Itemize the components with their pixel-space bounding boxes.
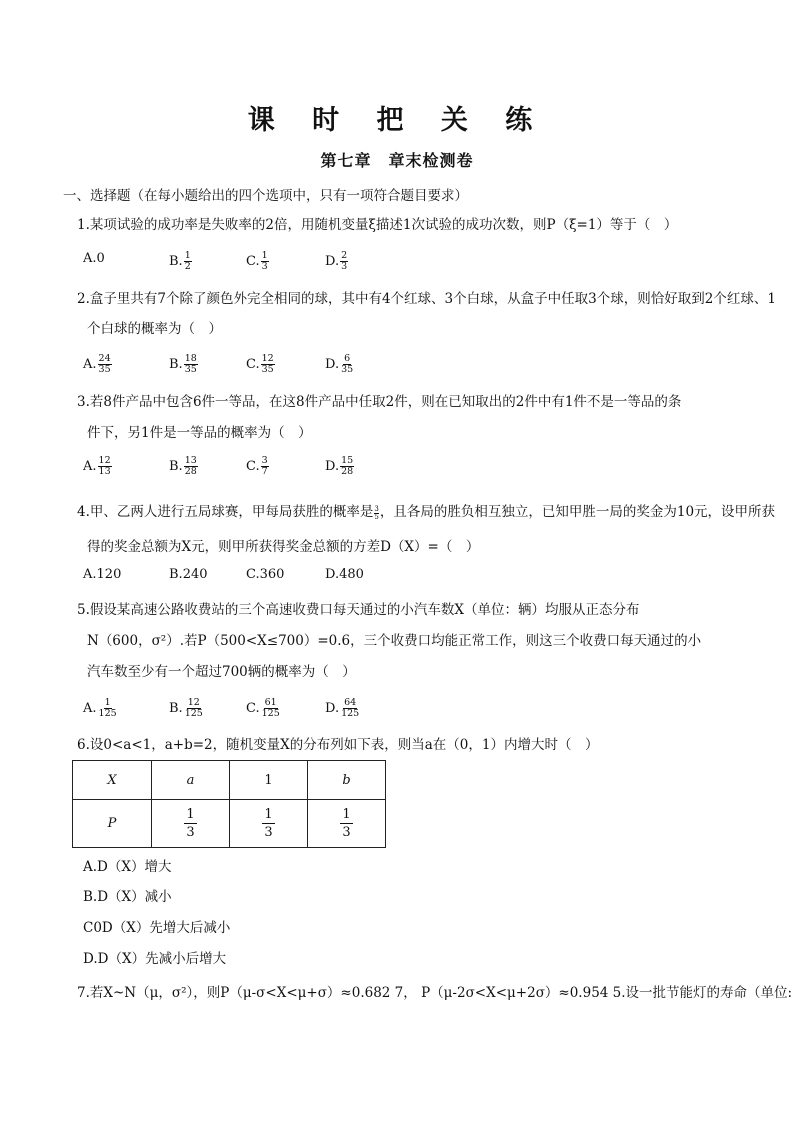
fraction — [184, 456, 198, 477]
fraction — [184, 251, 192, 272]
option-value: 480 — [339, 567, 364, 582]
question-4-line-2: 得的奖金总额为X元，则甲所获得奖金总额的方差D（X）=（ ） — [87, 539, 480, 555]
table-cell — [308, 800, 386, 848]
fraction — [98, 354, 112, 375]
denominator: 3 — [342, 825, 351, 840]
cell-text: X — [107, 772, 117, 788]
denominator: 125 — [261, 708, 280, 719]
numerator: 1 — [342, 807, 351, 822]
question-5-line-2: N（600，σ²）.若P（500<X≤700）=0.6，三个收费口均能正常工作，则这三个收费口每天通过的小 — [87, 633, 702, 649]
question-6-option-b: B.D（X）减小 — [83, 889, 172, 905]
denominator: 7 — [261, 466, 268, 477]
denominator: 3 — [186, 825, 195, 840]
numerator: 3 — [261, 455, 268, 466]
option-label: D. — [325, 567, 340, 582]
numerator: 64 — [344, 697, 357, 708]
table-cell — [73, 761, 152, 800]
option-b — [169, 698, 204, 719]
table-cell — [152, 800, 230, 848]
table-row — [73, 800, 386, 848]
fraction — [374, 506, 378, 521]
numerator: 12 — [187, 697, 200, 708]
option-label: B. — [169, 254, 183, 269]
question-6-option-c: C0D（X）先增大后减小 — [83, 920, 231, 936]
denominator: 125 — [341, 708, 360, 719]
question-6-text: 6.设0<a<1，a+b=2，随机变量X的分布列如下表，则当a在（0，1）内增大时（ ） — [77, 737, 599, 753]
question-5-line-1: 5.假设某高速公路收费站的三个高速收费口每天通过的小汽车数X（单位：辆）均服从正态分布 — [77, 602, 640, 618]
option-b — [169, 354, 198, 375]
option-label: B. — [169, 701, 183, 716]
page-title: 课 时 把 关 练 — [247, 105, 547, 136]
question-4-line-1 — [77, 502, 775, 522]
option-label: C. — [246, 357, 260, 372]
denominator: 28 — [341, 466, 354, 477]
option-label: A. — [83, 701, 97, 716]
numerator: 1 — [186, 807, 195, 822]
table-cell — [230, 761, 308, 800]
fraction — [98, 456, 112, 477]
chapter-subtitle: 第七章 章末检测卷 — [320, 151, 474, 170]
denominator: 5 — [374, 512, 379, 521]
fraction — [340, 456, 354, 477]
numerator: 24 — [98, 353, 111, 364]
option-label: C. — [246, 701, 260, 716]
fraction — [261, 456, 269, 477]
option-b — [169, 251, 192, 272]
option-d — [325, 567, 364, 582]
table-row — [73, 761, 386, 800]
fraction — [98, 698, 118, 719]
option-d — [325, 456, 354, 477]
option-label: D. — [325, 701, 340, 716]
table-cell — [152, 761, 230, 800]
numerator: 1 — [184, 250, 191, 261]
option-value: 240 — [182, 567, 208, 582]
option-label: A. — [83, 567, 97, 582]
option-c — [246, 354, 275, 375]
option-a — [83, 698, 118, 719]
numerator: 12 — [261, 353, 274, 364]
fraction — [262, 806, 274, 841]
denominator: 35 — [261, 364, 274, 375]
question-4-text-end: ，且各局的胜负相互独立，已知甲胜一局的奖金为10元，设甲所获 — [379, 504, 776, 520]
option-a — [83, 567, 121, 582]
fraction — [340, 251, 348, 272]
fraction — [184, 354, 198, 375]
option-d — [325, 698, 360, 719]
denominator: 35 — [98, 364, 111, 375]
option-label: A. — [83, 459, 97, 474]
fraction — [184, 806, 196, 841]
cell-text: P — [107, 816, 117, 831]
option-c — [246, 251, 269, 272]
table-cell — [73, 800, 152, 848]
option-value: 120 — [96, 567, 122, 582]
numerator: 1 — [264, 807, 273, 822]
question-6-option-a: A.D（X）增大 — [83, 859, 172, 875]
denominator: 28 — [184, 466, 197, 477]
fraction — [261, 698, 281, 719]
question-5-line-3: 汽车数至少有一个超过700辆的概率为（ ） — [87, 664, 356, 680]
numerator: 18 — [184, 353, 197, 364]
fraction — [340, 698, 360, 719]
option-label: B. — [169, 459, 183, 474]
cell-text: a — [186, 772, 195, 788]
numerator: 1 — [261, 250, 268, 261]
denominator: 3 — [341, 261, 348, 272]
option-label: A. — [83, 357, 97, 372]
option-label: C. — [246, 567, 260, 582]
numerator: 15 — [341, 455, 354, 466]
distribution-table — [72, 760, 386, 848]
option-b — [169, 456, 198, 477]
option-label: B. — [169, 357, 183, 372]
option-b — [169, 567, 208, 582]
question-3-line-2: 件下，另1件是一等品的概率为（ ） — [87, 425, 312, 441]
option-c — [246, 456, 269, 477]
cell-text: b — [342, 772, 351, 788]
question-2-line-1: 2.盒子里共有7个除了颜色外完全相同的球，其中有4个红球、3个白球，从盒子中任取3个球，则恰好取到2个红球、1 — [77, 291, 776, 307]
cell-text: 1 — [264, 772, 273, 788]
denominator: 125 — [184, 708, 203, 719]
option-value: 360 — [259, 567, 285, 582]
denominator: 35 — [341, 364, 354, 375]
numerator: 2 — [341, 250, 348, 261]
question-4-text-start: 4.甲、乙两人进行五局球赛，甲每局获胜的概率是 — [77, 504, 374, 520]
option-label: A. — [83, 251, 97, 266]
option-a — [83, 456, 112, 477]
option-label: D. — [325, 459, 340, 474]
option-a — [83, 251, 105, 266]
question-2-line-2: 个白球的概率为（ ） — [87, 321, 222, 337]
denominator: 3 — [264, 825, 273, 840]
option-value: 0 — [96, 251, 105, 266]
table-cell — [308, 761, 386, 800]
option-label: D. — [325, 254, 340, 269]
denominator: 35 — [184, 364, 197, 375]
question-6-option-d: D.D（X）先减小后增大 — [83, 951, 227, 967]
denominator: 2 — [184, 261, 191, 272]
numerator: 61 — [264, 697, 277, 708]
option-c — [246, 567, 284, 582]
denominator: 3 — [261, 261, 268, 272]
section-heading: 一、选择题（在每小题给出的四个选项中，只有一项符合题目要求） — [63, 188, 468, 204]
option-label: B. — [169, 567, 183, 582]
option-a — [83, 354, 112, 375]
table-cell — [230, 800, 308, 848]
numerator: 12 — [98, 455, 111, 466]
numerator: 3 — [374, 504, 379, 513]
fraction — [340, 354, 354, 375]
option-c — [246, 698, 281, 719]
fraction — [261, 354, 275, 375]
question-7-text: 7.若X~N（μ，σ²），则P（μ-σ<X<μ+σ）≈0.682 7， P（μ-2σ<X<μ+2σ）≈0.954 5.设一批节能灯的寿命（单位: — [77, 985, 793, 1001]
question-3-line-1: 3.若8件产品中包含6件一等品，在这8件产品中任取2件，则在已知取出的2件中有1件不是一等品的条 — [77, 394, 682, 410]
numerator: 1 — [104, 697, 111, 708]
fraction — [184, 698, 204, 719]
numerator: 13 — [184, 455, 197, 466]
option-label: C. — [246, 254, 260, 269]
fraction — [261, 251, 269, 272]
question-1-text: 1.某项试验的成功率是失败率的2倍，用随机变量ξ描述1次试验的成功次数，则P（ξ=1）等于（ ） — [77, 217, 678, 233]
denominator: 13 — [98, 466, 111, 477]
option-d — [325, 354, 354, 375]
fraction — [340, 806, 352, 841]
denominator: 125 — [98, 708, 117, 719]
numerator: 6 — [344, 353, 351, 364]
option-label: C. — [246, 459, 260, 474]
option-d — [325, 251, 348, 272]
option-label: D. — [325, 357, 340, 372]
